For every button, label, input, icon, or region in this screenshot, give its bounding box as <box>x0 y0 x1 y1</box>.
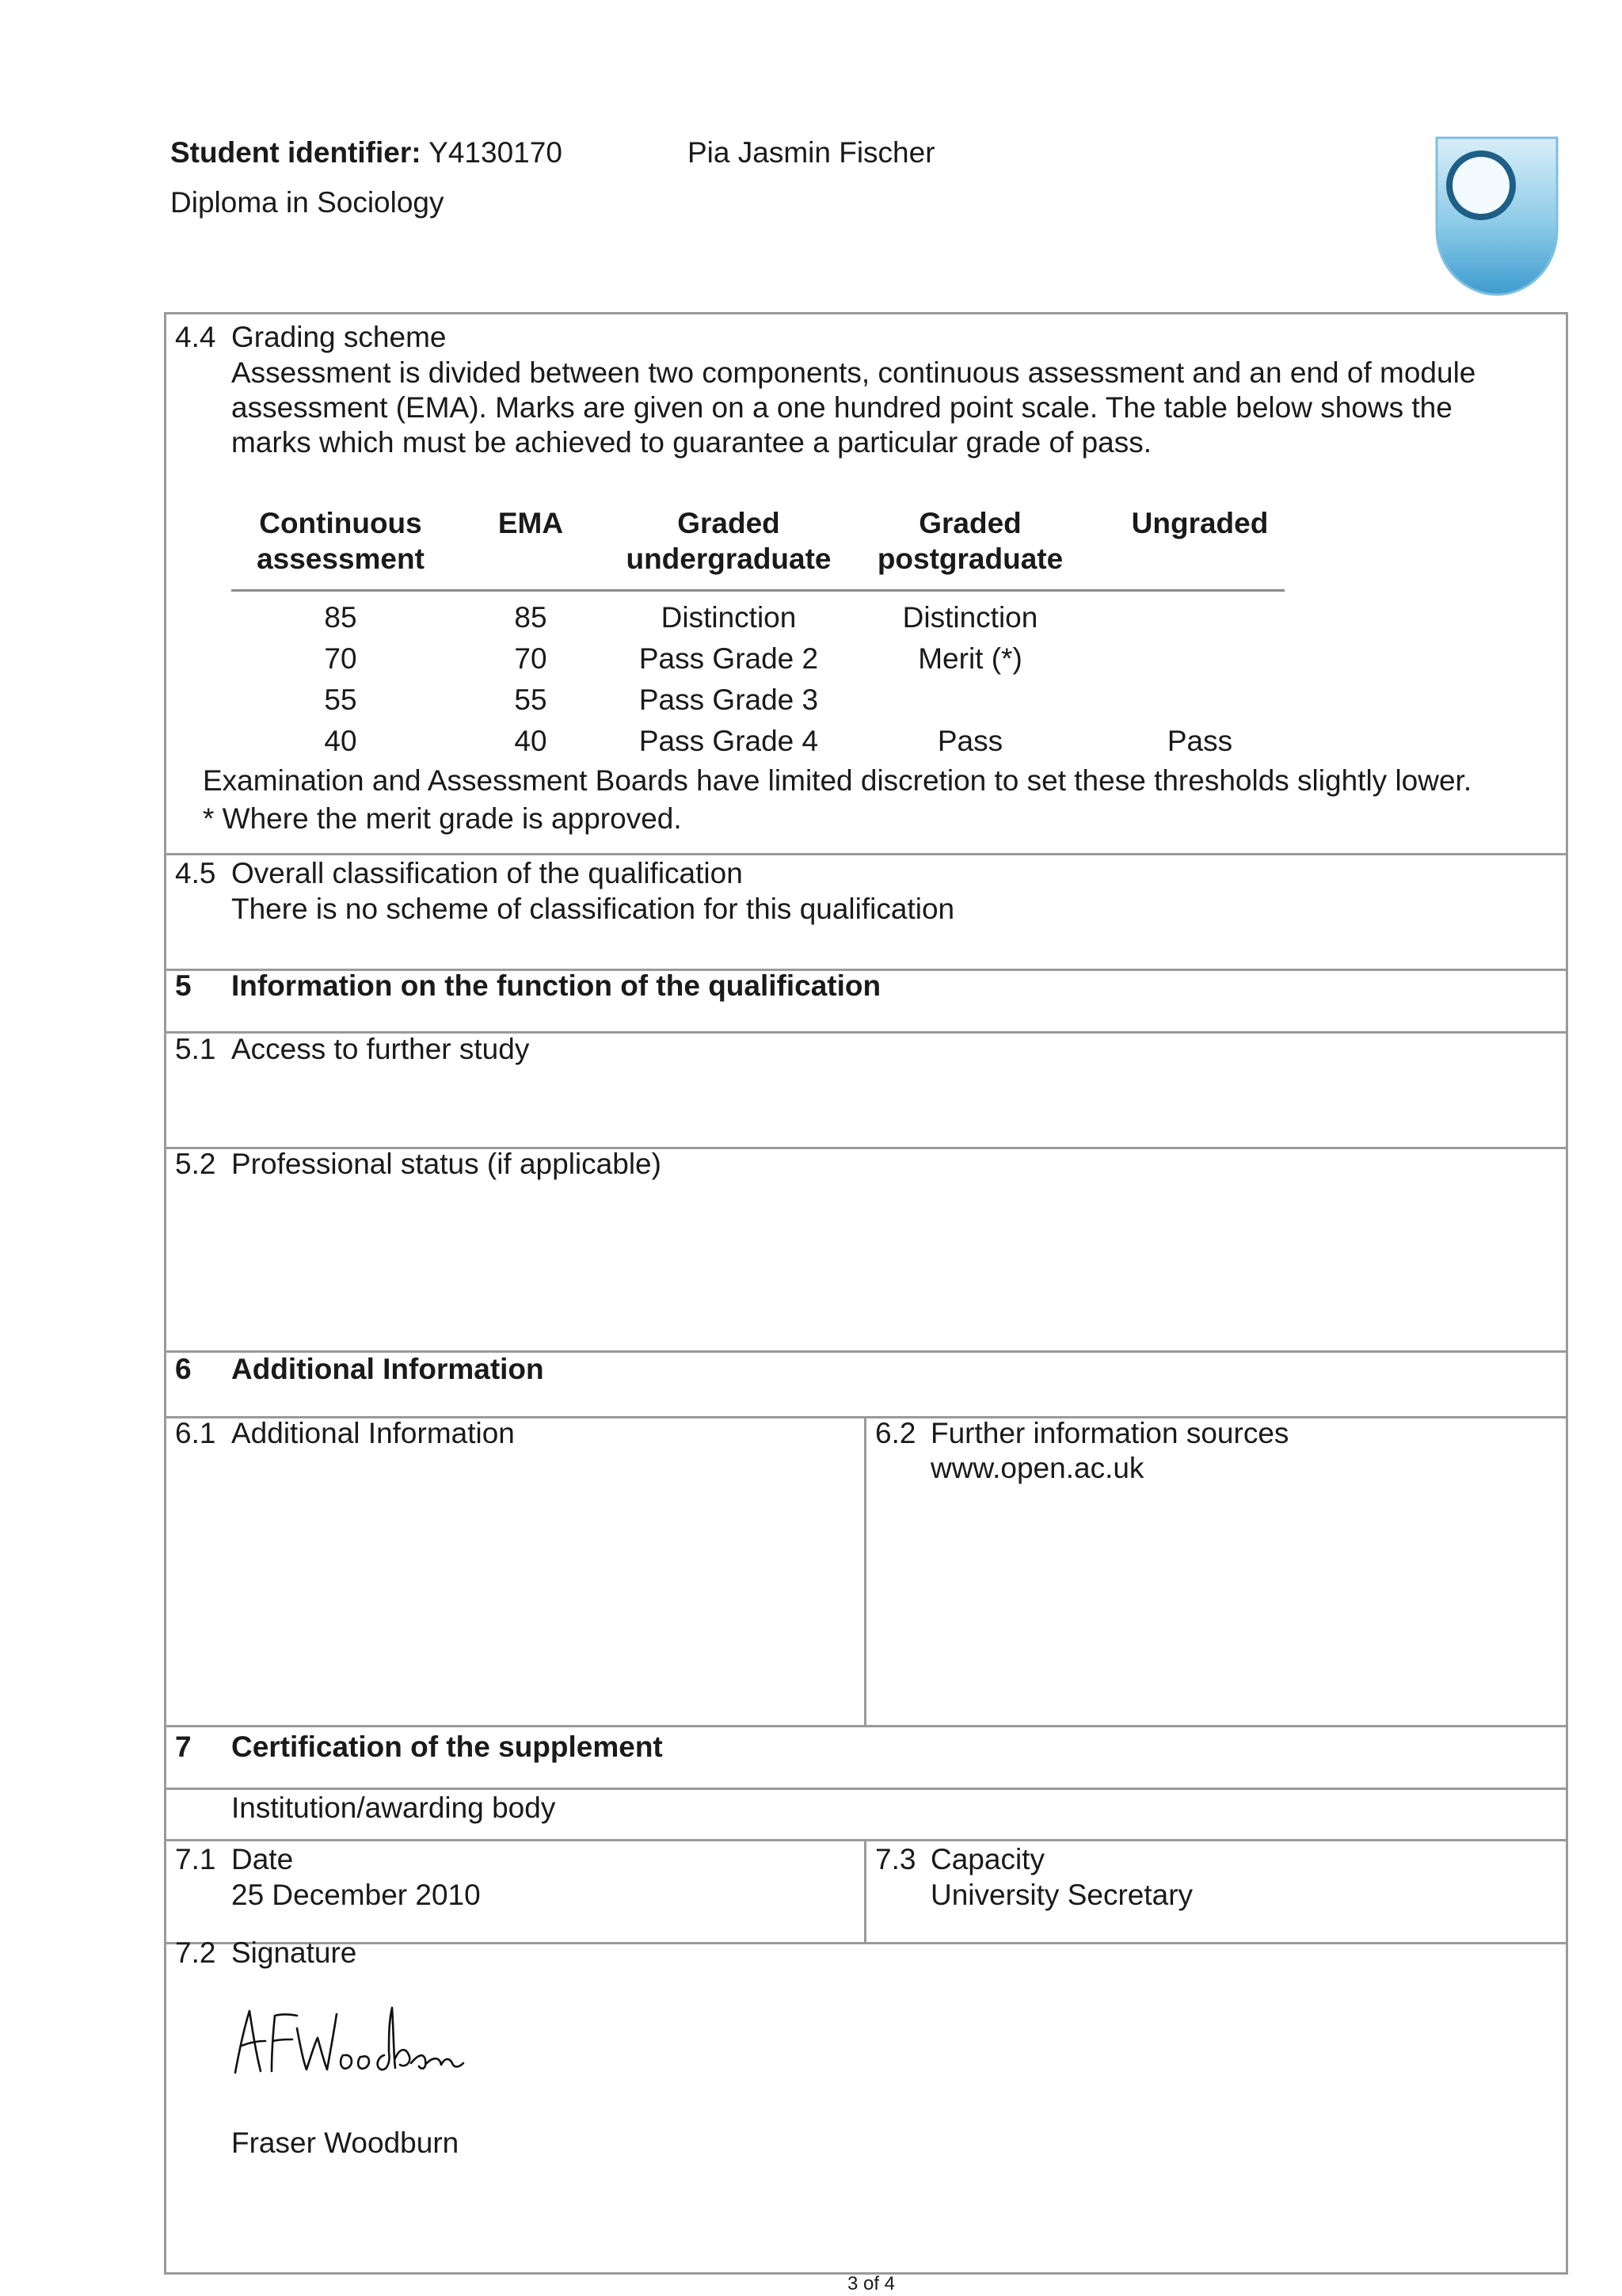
rule-after-6-x <box>164 1725 1568 1727</box>
student-id-label: Student identifier: <box>170 136 421 169</box>
table-cell: 70 <box>324 642 357 675</box>
grading-desc-line-1: Assessment is divided between two components, continuous assessment and an end of module <box>231 356 1476 389</box>
page-number: 3 of 4 <box>847 2273 896 2294</box>
university-logo <box>1432 135 1562 298</box>
section-7-2-title: Signature <box>231 1936 357 1969</box>
signature-image <box>226 2000 471 2083</box>
section-4-5-number: 4.5 <box>175 857 216 889</box>
section-5-title: Information on the function of the qualification <box>231 969 881 1002</box>
table-cell: Pass <box>937 725 1003 757</box>
student-name: Pia Jasmin Fischer <box>687 136 935 169</box>
section-6-2-number: 6.2 <box>875 1417 916 1449</box>
section-5-1-number: 5.1 <box>175 1033 216 1065</box>
section-7-title: Certification of the supplement <box>231 1731 663 1763</box>
table-cell: Merit (*) <box>918 642 1022 675</box>
table-header-continuous: Continuous assessment <box>257 507 425 575</box>
section-5-1-title: Access to further study <box>231 1033 530 1065</box>
frame-top-rule <box>164 312 1568 314</box>
table-header-ema: EMA <box>497 507 564 539</box>
further-info-url: www.open.ac.uk <box>931 1452 1144 1484</box>
table-cell: 55 <box>514 683 547 716</box>
section-7-1-title: Date <box>231 1843 294 1875</box>
section-6-1-number: 6.1 <box>175 1417 216 1449</box>
table-header-rule <box>231 589 1285 592</box>
table-cell: Distinction <box>661 601 797 634</box>
table-cell: Distinction <box>902 601 1038 634</box>
section-6-1-title: Additional Information <box>231 1417 515 1449</box>
section-7-2-number: 7.2 <box>175 1936 216 1969</box>
signatory-capacity: University Secretary <box>931 1879 1194 1911</box>
section-5-number: 5 <box>175 969 192 1002</box>
signatory-name: Fraser Woodburn <box>231 2127 459 2159</box>
rule-split-6 <box>864 1416 866 1726</box>
table-cell: 55 <box>324 683 357 716</box>
student-id-value: Y4130170 <box>428 136 562 169</box>
section-4-4-title: Grading scheme <box>231 321 447 353</box>
table-cell: 40 <box>514 725 547 757</box>
programme-title: Diploma in Sociology <box>170 186 444 219</box>
section-4-5-title: Overall classification of the qualification <box>231 857 743 889</box>
rule-after-7-1 <box>164 1942 1568 1944</box>
section-4-5-desc: There is no scheme of classification for this qualification <box>231 893 955 925</box>
section-4-4-number: 4.4 <box>175 321 216 353</box>
table-cell: Pass Grade 4 <box>638 725 819 757</box>
section-5-2-number: 5.2 <box>175 1148 216 1180</box>
grading-desc-line-2: assessment (EMA). Marks are given on a one hundred point scale. The table below shows the <box>231 391 1453 424</box>
section-6-title: Additional Information <box>231 1353 544 1385</box>
section-6-2-title: Further information sources <box>931 1417 1289 1449</box>
section-7-3-title: Capacity <box>931 1843 1045 1875</box>
rule-split-7 <box>864 1839 866 1943</box>
section-7-1-number: 7.1 <box>175 1843 216 1875</box>
section-6-number: 6 <box>175 1353 192 1385</box>
table-cell: Pass Grade 2 <box>638 642 819 675</box>
table-cell: Pass Grade 3 <box>638 683 819 716</box>
table-cell: 85 <box>324 601 357 634</box>
section-7-number: 7 <box>175 1731 192 1763</box>
table-header-graded-ug: Graded undergraduate <box>626 507 832 575</box>
institution-awarding-body: Institution/awarding body <box>231 1791 556 1824</box>
student-identifier <box>170 135 562 170</box>
section-5-2-title: Professional status (if applicable) <box>231 1148 661 1180</box>
table-header-graded-pg: Graded postgraduate <box>877 507 1064 575</box>
grading-desc-line-3: marks which must be achieved to guarantee a particular grade of pass. <box>231 426 1152 459</box>
table-cell: 40 <box>324 725 357 757</box>
grading-note-thresholds: Examination and Assessment Boards have limited discretion to set these thresholds slightly lower. <box>203 764 1472 797</box>
table-cell: 85 <box>514 601 547 634</box>
frame-left-rule <box>164 312 166 2275</box>
grading-note-merit: * Where the merit grade is approved. <box>203 802 682 835</box>
certification-date: 25 December 2010 <box>231 1879 481 1911</box>
section-7-3-number: 7.3 <box>875 1843 916 1875</box>
table-cell: Pass <box>1167 725 1233 757</box>
table-header-ungraded: Ungraded <box>1131 507 1269 539</box>
frame-right-rule <box>1566 312 1568 2275</box>
table-cell: 70 <box>514 642 547 675</box>
